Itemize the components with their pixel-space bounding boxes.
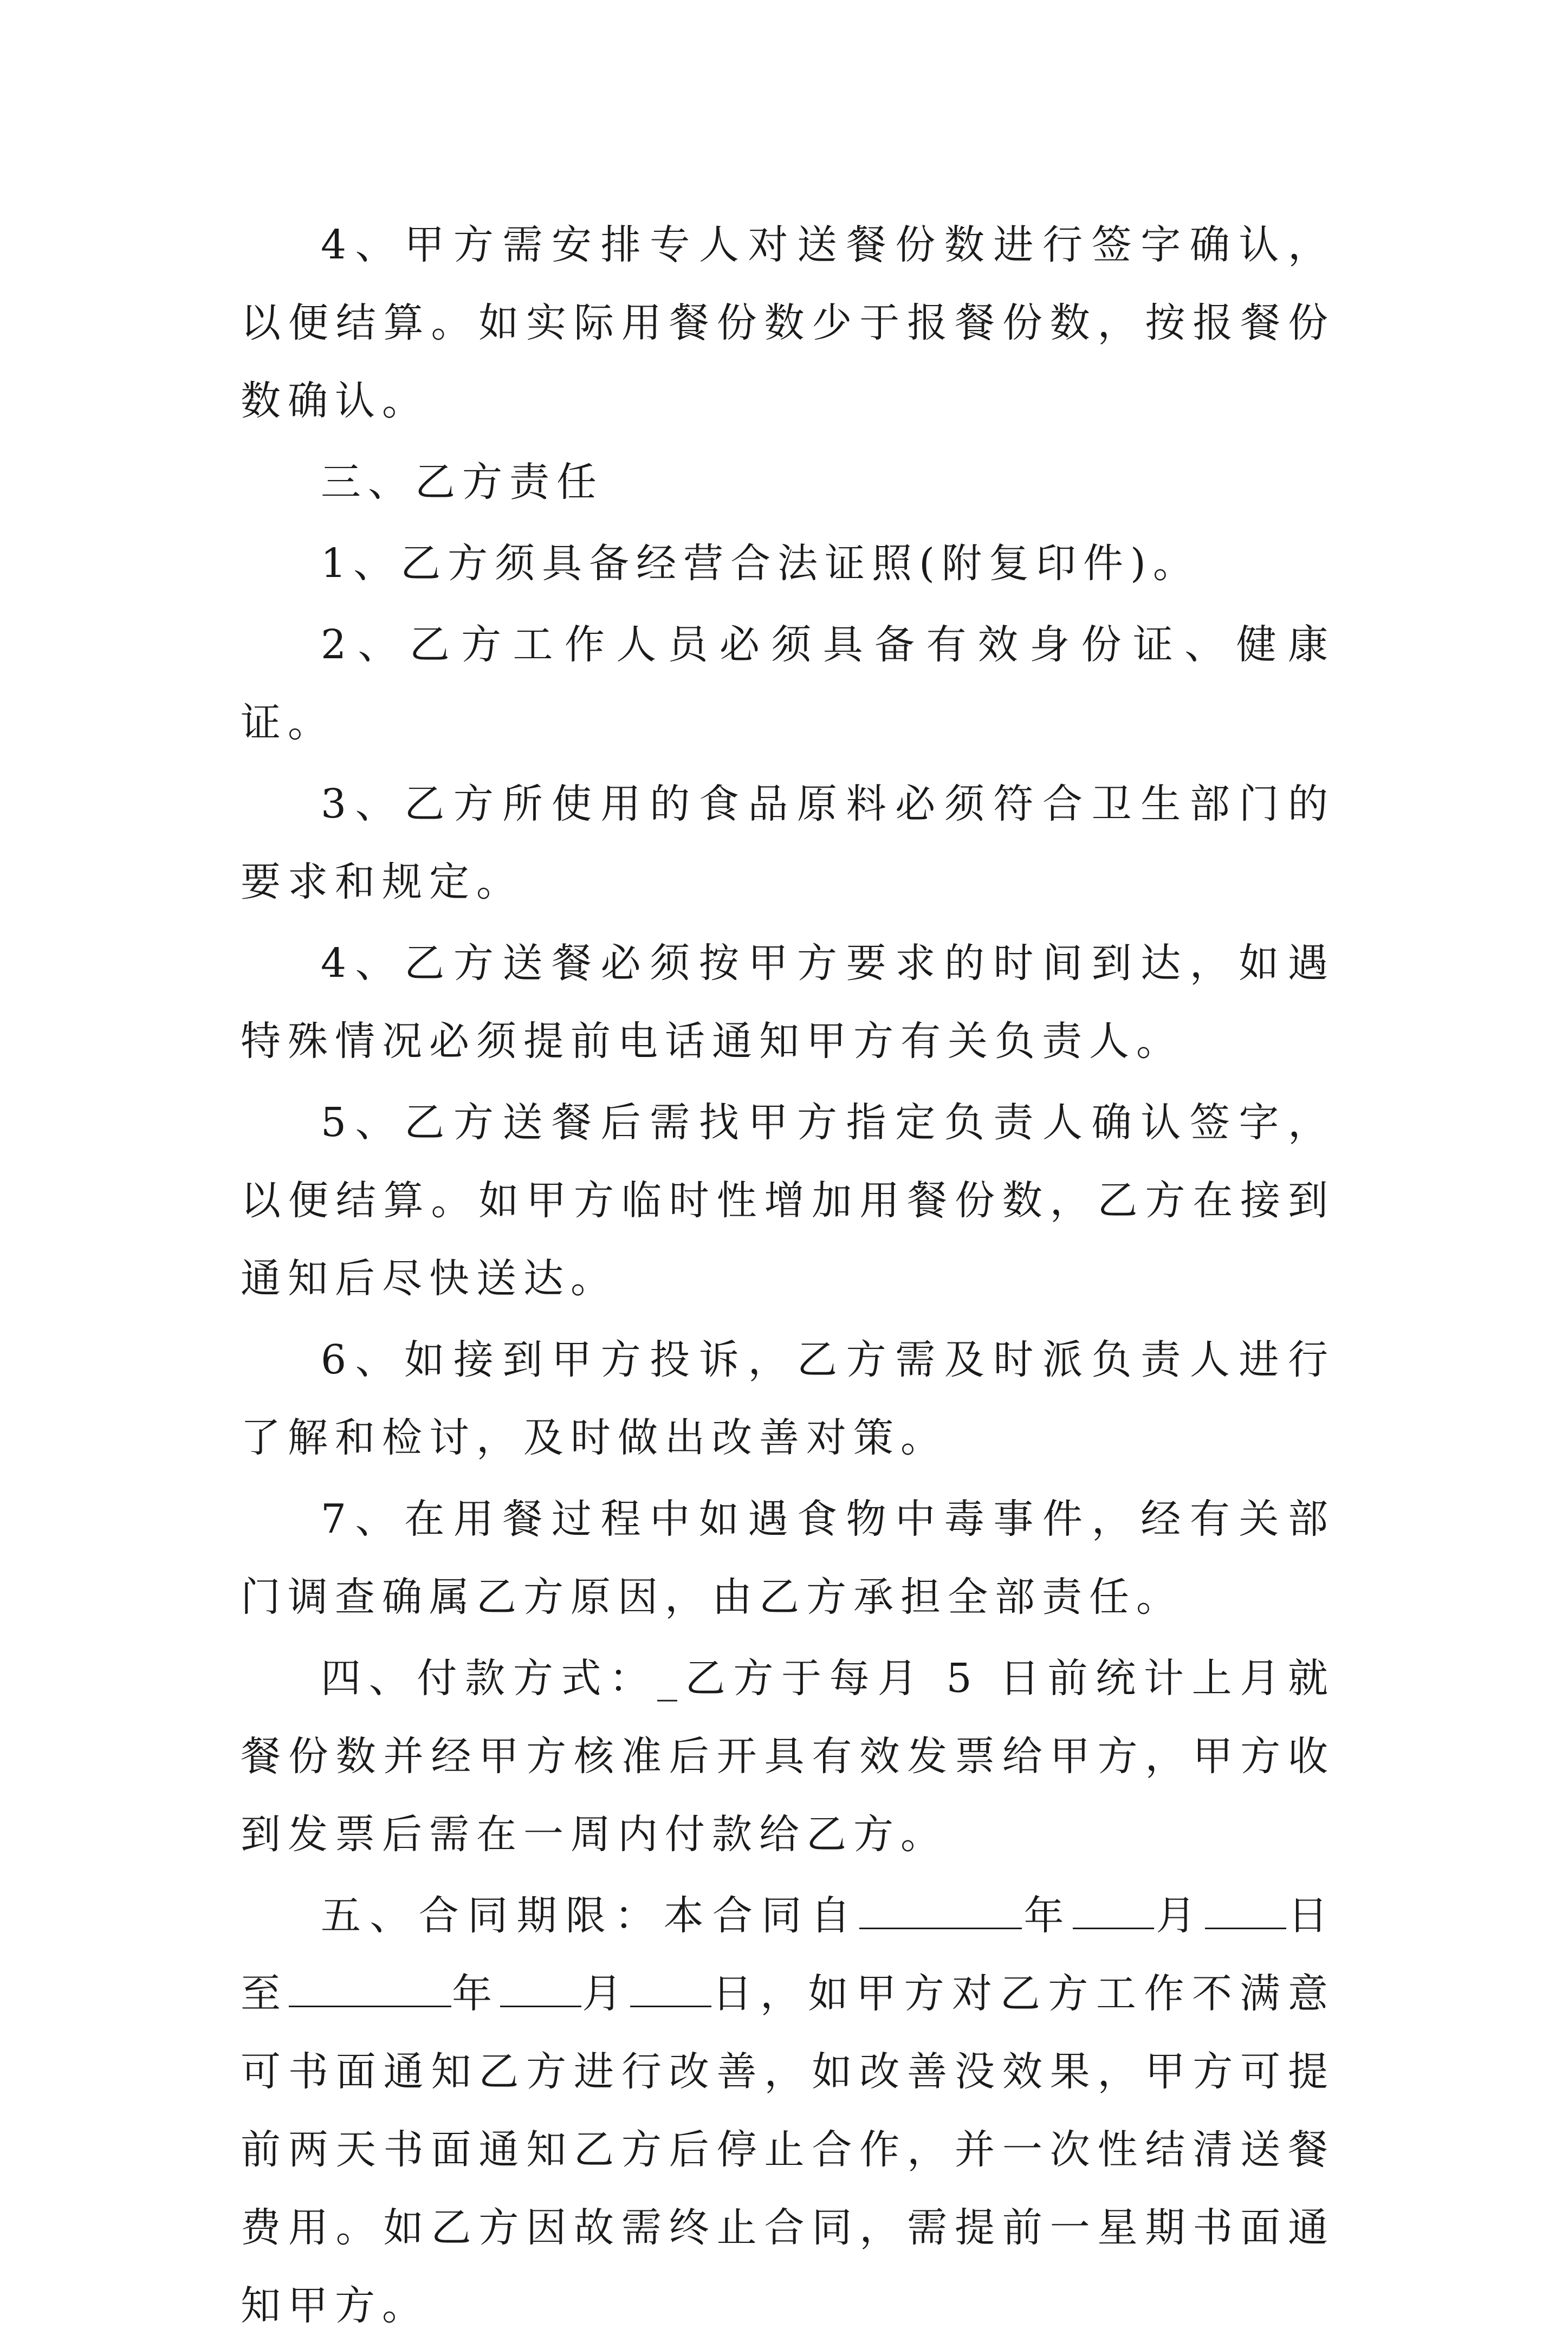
document-body xyxy=(241,206,1335,2348)
end-year-blank xyxy=(289,1968,451,2007)
start-month-label: 月 xyxy=(1154,1892,1205,1939)
end-month-blank xyxy=(500,1968,581,2007)
start-month-blank xyxy=(1073,1890,1154,1929)
end-day-label: 日 xyxy=(711,1970,760,2017)
paragraph-yi-1: 1、乙方须具备经营合法证照(附复印件)。 xyxy=(321,540,1200,587)
end-month-label: 月 xyxy=(581,1970,630,2017)
paragraph-yi-4: 4、乙方送餐必须按甲方要求的时间到达，如遇特殊情况必须提前电话通知甲方有关负责人。 xyxy=(241,940,1335,1065)
paragraph-payment-method: 四、付款方式：_乙方于每月 5 日前统计上月就餐份数并经甲方核准后开具有效发票给甲方，甲方收到发票后需在一周内付款给乙方。 xyxy=(241,1655,1335,1858)
section-heading-yi-responsibility: 三、乙方责任 xyxy=(321,459,604,505)
start-day-label: 日至 xyxy=(241,1892,1335,2017)
start-year-label: 年 xyxy=(1022,1892,1073,1939)
paragraph-yi-6: 6、如接到甲方投诉，乙方需及时派负责人进行了解和检讨，及时做出改善对策。 xyxy=(241,1337,1335,1461)
start-day-blank xyxy=(1205,1890,1286,1929)
paragraph-yi-5: 5、乙方送餐后需找甲方指定负责人确认签字，以便结算。如甲方临时性增加用餐份数，乙方在接到通知后尽快送达。 xyxy=(241,1099,1335,1302)
start-year-blank xyxy=(859,1890,1022,1929)
paragraph-contract-term xyxy=(241,1877,1335,2345)
paragraph-yi-2: 2、乙方工作人员必须具备有效身份证、健康证。 xyxy=(241,621,1335,746)
term-prefix: 五、合同期限：本合同自 xyxy=(321,1892,860,1939)
paragraph-yi-7: 7、在用餐过程中如遇食物中毒事件，经有关部门调查确属乙方原因，由乙方承担全部责任。 xyxy=(241,1496,1335,1620)
term-rest: ，如甲方对乙方工作不满意可书面通知乙方进行改善，如改善没效果，甲方可提前两天书面通知乙方后停止合作，并一次性结清送餐费用。如乙方因故需终止合同，需提前一星期书面通知甲方。 xyxy=(241,1970,1336,2329)
end-year-label: 年 xyxy=(451,1970,500,2017)
end-day-blank xyxy=(630,1968,711,2007)
paragraph-yi-3: 3、乙方所使用的食品原料必须符合卫生部门的要求和规定。 xyxy=(241,781,1335,905)
paragraph-jia-4: 4、甲方需安排专人对送餐份数进行签字确认，以便结算。如实际用餐份数少于报餐份数，按报餐份数确认。 xyxy=(241,222,1335,424)
